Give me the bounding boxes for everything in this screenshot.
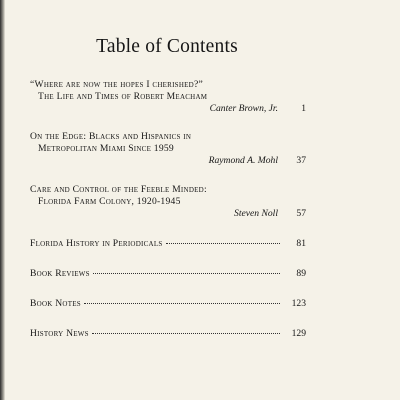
toc-article-entry[interactable] <box>30 184 306 220</box>
dot-leader <box>84 295 280 304</box>
section-page-number: 81 <box>296 238 306 249</box>
dot-leader <box>166 235 281 244</box>
article-author: Steven Noll <box>234 208 278 219</box>
article-page-number: 57 <box>296 208 306 219</box>
section-page-number: 129 <box>291 328 306 339</box>
section-label: Book Notes <box>30 298 81 309</box>
toc-section-entry[interactable] <box>30 297 306 310</box>
book-spine-shadow <box>0 0 5 400</box>
dot-leader <box>93 265 280 274</box>
article-author: Canter Brown, Jr. <box>209 103 278 114</box>
toc-article-entry[interactable] <box>30 131 306 167</box>
toc-section-entry[interactable] <box>30 237 306 250</box>
section-page-number: 123 <box>291 298 306 309</box>
section-label: History News <box>30 328 89 339</box>
article-title-line: Care and Control of the Feeble Minded: <box>30 184 207 195</box>
article-title-line: Metropolitan Miami Since 1959 <box>38 143 174 154</box>
article-author: Raymond A. Mohl <box>208 155 278 166</box>
article-page-number: 1 <box>301 103 306 114</box>
dot-leader <box>92 325 280 334</box>
section-label: Book Reviews <box>30 268 90 279</box>
page-title: Table of Contents <box>96 36 238 57</box>
toc-section-entry[interactable] <box>30 267 306 280</box>
article-title-line: The Life and Times of Robert Meacham <box>38 91 208 102</box>
article-page-number: 37 <box>296 155 306 166</box>
article-title-line: On the Edge: Blacks and Hispanics in <box>30 131 192 142</box>
section-label: Florida History in Periodicals <box>30 238 163 249</box>
table-of-contents <box>30 79 306 340</box>
article-title-line: Florida Farm Colony, 1920-1945 <box>38 196 181 207</box>
toc-section-entry[interactable] <box>30 327 306 340</box>
section-page-number: 89 <box>296 268 306 279</box>
article-title-line: “Where are now the hopes I cherished?” <box>30 79 203 90</box>
toc-article-entry[interactable] <box>30 79 306 115</box>
